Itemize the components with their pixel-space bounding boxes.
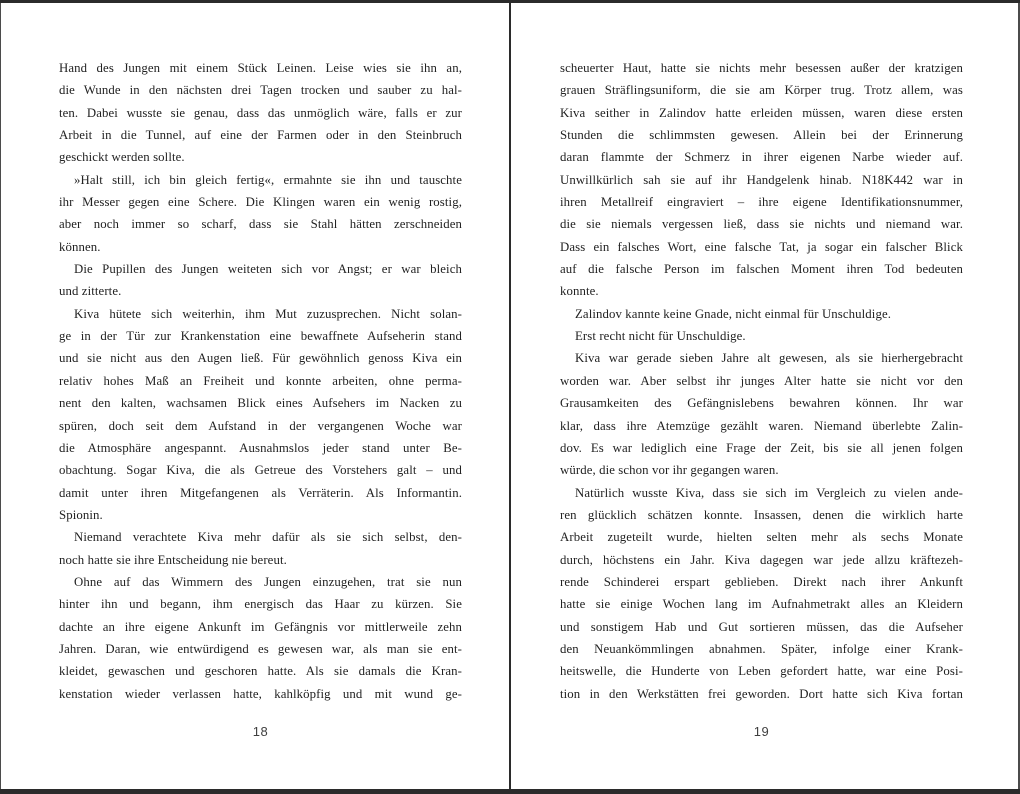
text-line: die Atmosphäre angespannt. Ausnahmslos jeder stand unter Be- [59,440,462,455]
text-line: auf die falsche Person im falschen Moment ihren Tod bedeuten [560,262,963,277]
text-line: ihr Messer gegen eine Schere. Die Klingen waren ein wenig rostig, [59,195,462,210]
text-line: Jahren. Daran, wie entwürdigend es gewesen war, als man sie ent- [59,641,462,656]
text-line: Stunden die schlimmsten gewesen. Allein bei der Erinnerung [560,128,963,143]
text-line: die Wunde in den nächsten drei Tagen trocken und sauber zu hal- [59,83,462,98]
paragraph [560,57,963,303]
text-line: und sonstigem Hab und Gut sortieren müssen, das die Aufseher [560,619,963,634]
text-line: Zalindov kannte keine Gnade, nicht einmal für Unschuldige. [575,306,892,321]
paragraph [560,303,963,325]
text-line: Die Pupillen des Jungen weiteten sich vor Angst; er war bleich [74,262,462,277]
text-line: Arbeit zugeteilt wurde, hielten selten mehr als sechs Monate [560,530,963,545]
text-line: geschickt werden sollte. [59,150,185,165]
text-line: Spionin. [59,507,103,522]
text-line: kleidet, gewaschen und geschoren hatte. Als sie damals die Kran- [59,664,462,679]
page-left-text [59,57,462,705]
text-line: ren glücklich schätzen konnte. Insassen, denen die wirklich harte [560,507,963,522]
text-line: scheuerter Haut, hatte sie nichts mehr besessen außer der kratzigen [560,61,963,75]
text-line: können. [59,239,101,254]
paragraph [59,571,462,705]
text-line: daran flammte der Schmerz in ihrer eigenen Narbe wieder auf. [560,150,963,165]
text-line: Kiva seither in Zalindov hatte erleiden müssen, waren diese ersten [560,105,963,120]
text-line: Kiva war gerade sieben Jahre alt gewesen, als sie hierhergebracht [575,351,963,366]
text-line: durch, höchstens ein Jahr. Kiva dagegen war jede allzu kräftezeh- [560,552,963,567]
text-line: grauen Sträflingsuniform, die sie am Körper trug. Trotz allem, was [560,83,963,98]
paragraph [560,325,963,347]
text-line: und sie nicht aus den Augen ließ. Für gewöhnlich genoss Kiva ein [59,351,462,366]
text-line: Hand des Jungen mit einem Stück Leinen. Leise wies sie ihn an, [59,61,462,75]
text-line: noch hatte sie ihre Entscheidung nie bereut. [59,552,287,567]
text-line: Erst recht nicht für Unschuldige. [575,329,746,344]
text-line: tion in den Werkstätten frei geworden. Dort hatte sich Kiva fortan [560,686,963,701]
text-line: den Neuankömmlingen abnahmen. Später, infolge einer Krank- [560,641,963,656]
page-number-left: 18 [252,724,269,739]
text-line: hatte sie einige Wochen lang im Aufnahmetrakt alles an Kleidern [560,597,963,612]
text-line: Unwillkürlich sah sie auf ihr Handgelenk hinab. N18K442 war in [560,172,963,187]
text-line: obachtung. Sogar Kiva, die als Getreue des Vorstehers galt – und [59,463,462,478]
text-line: die sie niemals vergessen ließ, dass sie nichts und niemand war. [560,217,963,232]
text-line: dov. Es war lediglich eine Frage der Zeit, bis sie all jenen folgen [560,440,963,455]
text-line: würde, die schon vor ihr gegangen waren. [560,463,779,478]
paragraph [560,347,963,481]
text-line: ihren Metallreif eingraviert – ihre eigene Identifikationsnummer, [560,195,963,210]
text-line: klar, dass ihre Atemzüge gezählt waren. Niemand überlebte Zalin- [560,418,963,433]
text-line: rende Schinderei erspart geblieben. Direkt nach ihrer Ankunft [560,574,963,589]
text-line: damit unter ihren Mitgefangenen als Verräterin. Als Informantin. [59,485,462,500]
paragraph [59,57,462,169]
text-line: Dass ein falsches Wort, eine falsche Tat, ja sogar ein falscher Blick [560,239,963,254]
text-line: kenstation wieder verlassen hatte, kahlköpfig und mit wund ge- [59,686,462,701]
paragraph [59,169,462,258]
page-right [511,0,1020,794]
text-line: und zitterte. [59,284,122,299]
text-line: hinter ihn und begann, ihm energisch das Haar zu kürzen. Sie [59,597,462,612]
text-line: ten. Dabei wusste sie genau, dass das unmöglich wäre, falls er zur [59,105,462,120]
text-line: Ohne auf das Wimmern des Jungen einzugehen, trat sie nun [74,574,462,589]
text-line: nent den kalten, wachsamen Blick eines Aufsehers im Nacken zu [59,396,462,411]
text-line: Arbeit in die Tunnel, auf eine der Farmen oder in den Steinbruch [59,128,462,143]
text-line: aber noch immer so scharf, dass sie Stahl hätten zerschneiden [59,217,462,232]
text-line: Niemand verachtete Kiva mehr dafür als sie sich selbst, den- [74,530,462,545]
paragraph [59,258,462,303]
text-line: Natürlich wusste Kiva, dass sie sich im Vergleich zu vielen ande- [575,485,963,500]
text-line: worden war. Aber selbst ihr junges Alter hatte sie nicht vor den [560,373,963,388]
text-line: ge in der Tür zur Krankenstation eine bewaffnete Aufseherin stand [59,329,462,344]
text-line: konnte. [560,284,599,299]
text-line: spüren, doch seit dem Aufstand in der vergangenen Woche war [59,418,462,433]
page-left [0,0,509,794]
paragraph [59,526,462,571]
paragraph [59,303,462,526]
text-line: dachte an ihre eigene Ankunft im Gefängnis vor mittlerweile zehn [59,619,462,634]
page-right-text [560,57,963,705]
text-line: Grausamkeiten des Gefängnislebens bewahren können. Ihr war [560,396,963,411]
text-line: relativ hohes Maß an Freiheit und konnte arbeiten, ohne perma- [59,373,462,388]
text-line: Kiva hütete sich weiterhin, ihm Mut zuzusprechen. Nicht solan- [74,306,462,321]
text-line: heitswelle, die Hunderte von Leben gefordert hatte, war eine Posi- [560,664,963,679]
page-number-right: 19 [753,724,770,739]
paragraph [560,482,963,705]
text-line: »Halt still, ich bin gleich fertig«, ermahnte sie ihn und tauschte [74,172,462,187]
